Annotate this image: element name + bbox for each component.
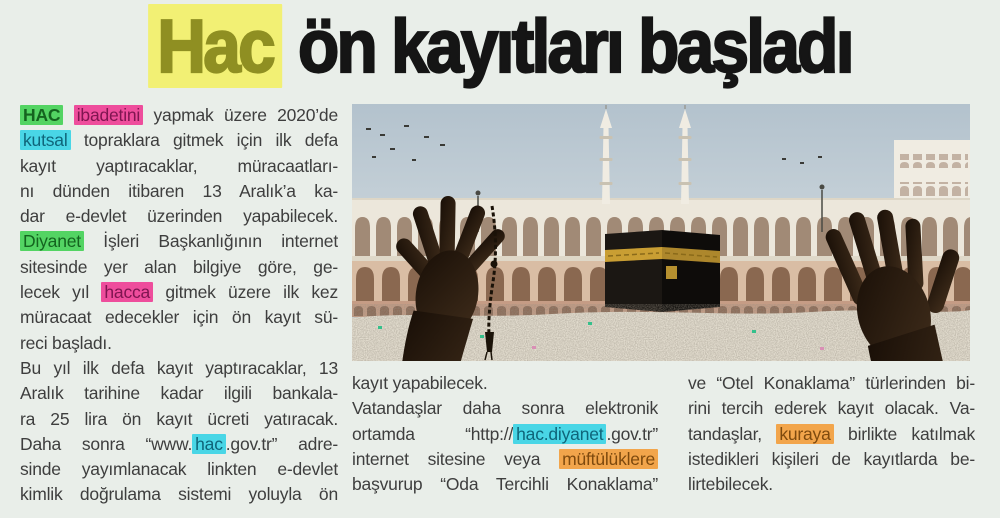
text-line: lirtebilecek.	[688, 474, 773, 495]
text-line: HAC ibadetini yapmak üzere 2020’de	[20, 103, 338, 128]
text-line: kutsal topraklara gitmek için ilk defa	[20, 128, 338, 153]
highlighted-word: ibadetini	[74, 105, 143, 125]
text-line: ra 25 lira ön kayıt ücreti yatıracak.	[20, 408, 338, 429]
highlighted-word: hacca	[101, 282, 153, 302]
highlighted-word: hac.diyanet	[513, 424, 606, 444]
highlighted-word: kutsal	[20, 130, 71, 150]
text-line: ve “Otel Konaklama” türlerinden bi-	[688, 373, 975, 393]
text-line: Diyanet İşleri Başkanlığının internet	[20, 229, 338, 254]
text-line: Daha sonra “www. hac .gov.tr” adre-	[20, 433, 338, 454]
text-line: sitesinde yer alan bilgiye göre, ge-	[20, 256, 338, 277]
text-line: nı dünden itibaren 13 Aralık’a ka-	[20, 180, 338, 201]
highlighted-word: HAC	[20, 105, 63, 125]
highlighted-word: kuraya	[776, 424, 833, 444]
text-line: rini tercih ederek kayıt olacak. Va-	[688, 398, 975, 419]
highlighted-word: müftülüklere	[559, 449, 658, 469]
text-line: tandaşlar, kuraya birlikte katılmak	[688, 423, 975, 444]
text-line: Vatandaşlar daha sonra elektronik	[352, 398, 658, 419]
text-line: dar e-devlet üzerinden yapabilecek.	[20, 206, 338, 227]
text-line: Aralık tarihine kadar ilgili bankala-	[20, 383, 338, 404]
kaaba-prayer-photo	[352, 104, 970, 361]
text-line: reci başladı.	[20, 332, 112, 353]
text-line: istedikleri kişileri de kayıtlarda be-	[688, 448, 975, 469]
article-column-left	[20, 103, 338, 508]
highlighted-word: Diyanet	[20, 231, 84, 251]
text-line: kayıt yapabilecek.	[352, 373, 488, 393]
article-column-middle	[352, 371, 658, 497]
headline: Hac ön kayıtları başladı	[50, 0, 950, 96]
highlighted-word: Hac	[148, 4, 282, 88]
article-column-right	[688, 371, 975, 497]
kaaba	[605, 230, 720, 312]
text-line: internet sitesine veya müftülüklere	[352, 447, 658, 472]
text-line: müracaat edecekler için ön kayıt sü-	[20, 307, 338, 328]
text-line: başvurup “Oda Tercihli Konaklama”	[352, 474, 658, 495]
text-line: sinde yayımlanacak linkten e-devlet	[20, 459, 338, 480]
text-line: Bu yıl ilk defa kayıt yaptıracaklar, 13	[20, 357, 338, 378]
text-line: lecek yıl hacca gitmek üzere ilk kez	[20, 282, 338, 303]
text-line: kimlik doğrulama sistemi yoluyla ön	[20, 484, 338, 505]
highlighted-word: hac	[192, 434, 226, 454]
text-line: ortamda “http:// hac.diyanet .gov.tr”	[352, 423, 658, 444]
text-line: kayıt yaptıracaklar, müracaatları-	[20, 155, 338, 176]
